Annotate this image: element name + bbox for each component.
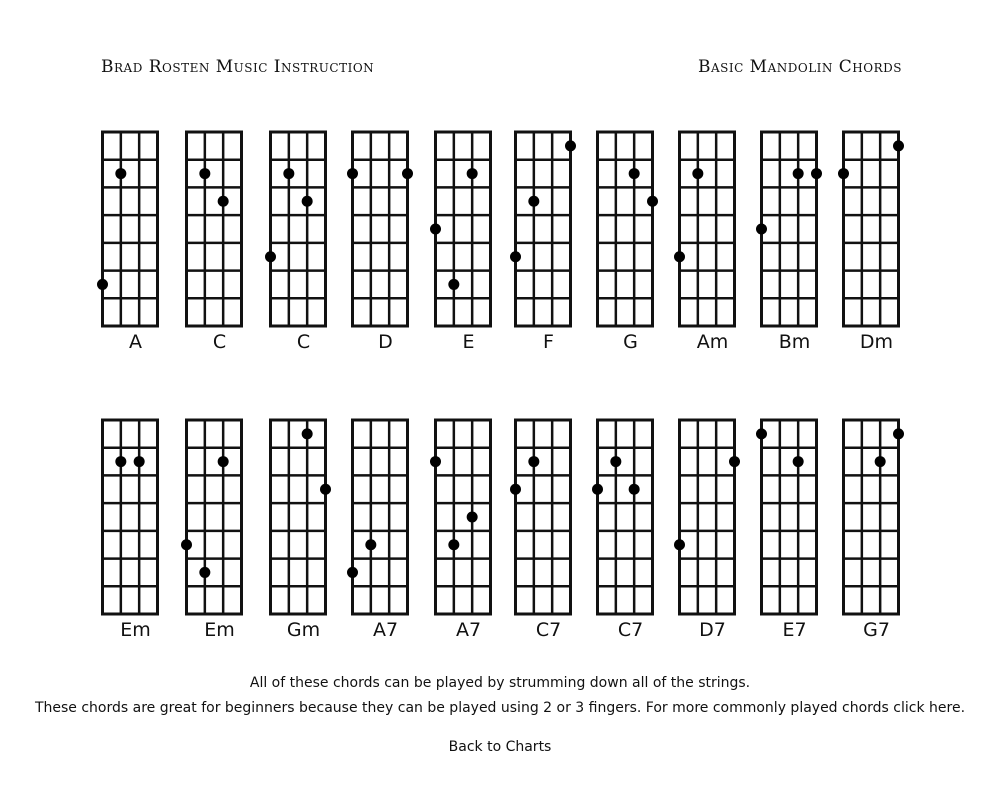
finger-dot xyxy=(265,251,276,262)
finger-dot xyxy=(792,456,803,467)
chord-diagram xyxy=(596,418,666,648)
chord-name: C xyxy=(212,331,227,353)
chord-name: Am xyxy=(696,331,729,353)
chord-diagram xyxy=(514,130,584,360)
finger-dot xyxy=(628,484,639,495)
fretboard-frame xyxy=(597,132,652,326)
finger-dot xyxy=(628,168,639,179)
finger-dot xyxy=(217,456,228,467)
chord-name: Gm xyxy=(286,619,321,641)
fretboard-frame xyxy=(435,420,490,614)
chord-name: Dm xyxy=(859,331,894,353)
finger-dot xyxy=(199,168,210,179)
chord-fretboard xyxy=(596,418,666,618)
fretboard-frame xyxy=(679,420,734,614)
finger-dot xyxy=(448,279,459,290)
finger-dot xyxy=(692,168,703,179)
finger-dot xyxy=(510,484,521,495)
chord-fretboard xyxy=(351,130,421,330)
finger-dot xyxy=(365,539,376,550)
chord-row-2 xyxy=(0,418,1000,648)
chord-fretboard xyxy=(760,130,830,330)
finger-dot xyxy=(181,539,192,550)
chord-diagram xyxy=(760,418,830,648)
chord-fretboard xyxy=(351,418,421,618)
finger-dot xyxy=(430,224,441,235)
fretboard-frame xyxy=(270,132,325,326)
finger-dot xyxy=(528,196,539,207)
chord-name: G xyxy=(623,331,638,353)
footer-note-beginners[interactable]: These chords are great for beginners because they can be played using 2 or 3 fingers. For more commonly played chords click here. xyxy=(34,700,966,716)
fretboard-frame xyxy=(843,132,898,326)
chord-diagram xyxy=(185,418,255,648)
finger-dot xyxy=(874,456,885,467)
chord-fretboard xyxy=(596,130,666,330)
chord-diagram xyxy=(434,418,504,648)
chord-fretboard xyxy=(514,418,584,618)
chord-name: Em xyxy=(120,619,151,641)
finger-dot xyxy=(528,456,539,467)
chord-diagram xyxy=(842,418,912,648)
finger-dot xyxy=(610,456,621,467)
finger-dot xyxy=(283,168,294,179)
fretboard-frame xyxy=(679,132,734,326)
chord-diagram xyxy=(596,130,666,360)
finger-dot xyxy=(838,168,849,179)
finger-dot xyxy=(592,484,603,495)
finger-dot xyxy=(510,251,521,262)
chord-name: F xyxy=(543,331,554,353)
fretboard-frame xyxy=(352,132,407,326)
chord-fretboard xyxy=(434,130,504,330)
fretboard-frame xyxy=(186,132,241,326)
finger-dot xyxy=(466,168,477,179)
chord-fretboard xyxy=(760,418,830,618)
chord-name: D7 xyxy=(699,619,726,641)
finger-dot xyxy=(115,168,126,179)
finger-dot xyxy=(811,168,822,179)
finger-dot xyxy=(347,168,358,179)
chord-row-1 xyxy=(0,130,1000,360)
fretboard-frame xyxy=(102,420,157,614)
chord-diagram xyxy=(351,418,421,648)
finger-dot xyxy=(320,484,331,495)
page-title: Basic Mandolin Chords xyxy=(697,57,902,77)
back-to-charts-wrapper xyxy=(0,739,1000,755)
finger-dot xyxy=(565,140,576,151)
finger-dot xyxy=(347,567,358,578)
finger-dot xyxy=(199,567,210,578)
chord-fretboard xyxy=(434,418,504,618)
chord-name: G7 xyxy=(863,619,890,641)
chord-diagram xyxy=(269,418,339,648)
chord-fretboard xyxy=(842,130,912,330)
chord-diagram xyxy=(842,130,912,360)
finger-dot xyxy=(448,539,459,550)
chord-fretboard xyxy=(101,130,171,330)
finger-dot xyxy=(647,196,658,207)
finger-dot xyxy=(217,196,228,207)
chord-name: D xyxy=(378,331,393,353)
finger-dot xyxy=(466,512,477,523)
chord-name: Bm xyxy=(778,331,811,353)
finger-dot xyxy=(301,196,312,207)
finger-dot xyxy=(301,428,312,439)
chord-fretboard xyxy=(101,418,171,618)
fretboard-frame xyxy=(597,420,652,614)
finger-dot xyxy=(756,428,767,439)
chord-name: A xyxy=(129,331,142,353)
chord-name: A7 xyxy=(372,619,399,641)
finger-dot xyxy=(97,279,108,290)
chord-fretboard xyxy=(678,130,748,330)
finger-dot xyxy=(430,456,441,467)
chord-fretboard xyxy=(185,418,255,618)
chord-fretboard xyxy=(269,418,339,618)
fretboard-frame xyxy=(761,420,816,614)
chord-name: C xyxy=(296,331,311,353)
fretboard-frame xyxy=(270,420,325,614)
chord-diagram xyxy=(514,418,584,648)
finger-dot xyxy=(729,456,740,467)
chord-fretboard xyxy=(514,130,584,330)
chord-name: Em xyxy=(204,619,235,641)
finger-dot xyxy=(133,456,144,467)
chord-diagram xyxy=(760,130,830,360)
chord-name: E7 xyxy=(782,619,807,641)
site-title: Brad Rosten Music Instruction xyxy=(101,57,375,77)
chord-diagram xyxy=(101,418,171,648)
fretboard-frame xyxy=(515,132,570,326)
fretboard-frame xyxy=(761,132,816,326)
chord-fretboard xyxy=(185,130,255,330)
finger-dot xyxy=(893,140,904,151)
finger-dot xyxy=(402,168,413,179)
back-to-charts-link[interactable]: Back to Charts xyxy=(448,739,552,755)
finger-dot xyxy=(115,456,126,467)
fretboard-frame xyxy=(515,420,570,614)
chord-diagram xyxy=(269,130,339,360)
finger-dot xyxy=(792,168,803,179)
finger-dot xyxy=(893,428,904,439)
chord-diagram xyxy=(185,130,255,360)
footer-note-strumming: All of these chords can be played by strumming down all of the strings. xyxy=(249,675,751,691)
chord-diagram xyxy=(678,418,748,648)
finger-dot xyxy=(756,224,767,235)
chord-fretboard xyxy=(842,418,912,618)
fretboard-frame xyxy=(352,420,407,614)
chord-diagram xyxy=(351,130,421,360)
fretboard-frame xyxy=(102,132,157,326)
fretboard-frame xyxy=(843,420,898,614)
chord-name: C7 xyxy=(617,619,644,641)
finger-dot xyxy=(674,539,685,550)
chord-fretboard xyxy=(678,418,748,618)
chord-name: A7 xyxy=(455,619,482,641)
fretboard-frame xyxy=(435,132,490,326)
chord-diagram xyxy=(101,130,171,360)
chord-diagram xyxy=(678,130,748,360)
finger-dot xyxy=(674,251,685,262)
chord-name: E xyxy=(462,331,475,353)
fretboard-frame xyxy=(186,420,241,614)
chord-diagram xyxy=(434,130,504,360)
chord-fretboard xyxy=(269,130,339,330)
chord-name: C7 xyxy=(535,619,562,641)
